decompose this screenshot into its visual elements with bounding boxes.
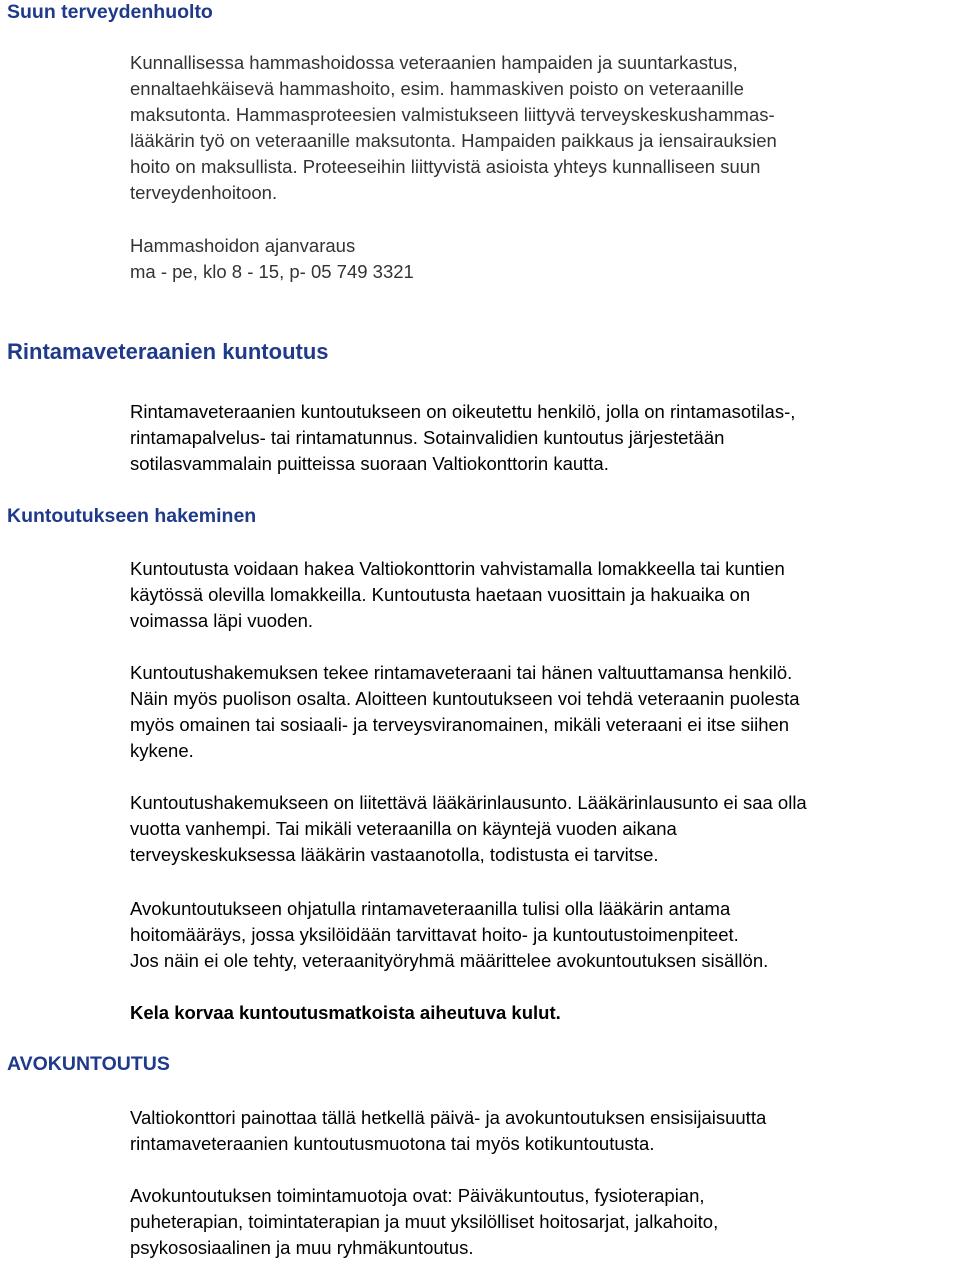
paragraph-dental-care: Kunnallisessa hammashoidossa veteraanien hampaiden ja suuntarkastus, ennaltaehkäisevä hammashoito, esim. hammaskiven poisto on veteraanille maksutonta. Hammasproteesien valmistukseen liittyvä terveyskeskushammas- lääkärin työ on veteraanille maksutonta. Hampaiden paikkaus ja iensairauksien hoito on maksullista. Proteeseihin liittyvistä asioista yhteys kunnalliseen suun terveydenhoitoon.: [130, 52, 777, 203]
paragraph-dental-appointment: Hammashoidon ajanvaraus ma - pe, klo 8 - 15, p- 05 749 3321: [130, 235, 414, 282]
paragraph-kela-travel-costs: Kela korvaa kuntoutusmatkoista aiheutuva kulut.: [130, 1002, 561, 1023]
paragraph-application-maker: Kuntoutushakemuksen tekee rintamaveteraani tai hänen valtuuttamansa henkilö. Näin myös puolison osalta. Aloitteen kuntoutukseen voi tehdä veteraanin puolesta myös omainen tai sosiaali- ja terveysviranomainen, mikäli veteraani ei itse siihen kykene.: [130, 662, 800, 761]
section-heading-rintamaveteraanien-kuntoutus: Rintamaveteraanien kuntoutus: [7, 339, 329, 364]
paragraph-treatment-order: Avokuntoutukseen ohjatulla rintamaveteraanilla tulisi olla lääkärin antama hoitomääräys, jossa yksilöidään tarvittavat hoito- ja kuntoutustoimenpiteet. Jos näin ei ole tehty, veteraanityöryhmä määrittelee avokuntoutuksen sisällön.: [130, 898, 769, 971]
paragraph-outpatient-priority: Valtiokonttori painottaa tällä hetkellä päivä- ja avokuntoutuksen ensisijaisuutta rintamaveteraanien kuntoutusmuotona tai myös kotikuntoutusta.: [130, 1107, 767, 1154]
paragraph-application-forms: Kuntoutusta voidaan hakea Valtiokonttorin vahvistamalla lomakkeella tai kuntien käytössä olevilla lomakkeilla. Kuntoutusta haetaan vuosittain ja hakuaika on voimassa läpi vuoden.: [130, 558, 785, 631]
paragraph-outpatient-forms: Avokuntoutuksen toimintamuotoja ovat: Päiväkuntoutus, fysioterapian, puheterapian, toimintaterapian ja muut yksilölliset hoitosarjat, jalkahoito, psykososiaalinen ja muu ryhmäkuntoutus.: [130, 1185, 719, 1258]
paragraph-rehabilitation-eligibility: Rintamaveteraanien kuntoutukseen on oikeutettu henkilö, jolla on rintamasotilas-, rintamapalvelus- tai rintamatunnus. Sotainvalidien kuntoutus järjestetään sotilasvammalain puitteissa suoraan Valtiokonttorin kautta.: [130, 401, 796, 474]
section-heading-suun-terveydenhuolto: Suun terveydenhuolto: [7, 1, 213, 23]
section-heading-avokuntoutus: AVOKUNTOUTUS: [7, 1053, 170, 1075]
paragraph-medical-statement: Kuntoutushakemukseen on liitettävä lääkärinlausunto. Lääkärinlausunto ei saa olla vuotta vanhempi. Tai mikäli veteraanilla on käyntejä vuoden aikana terveyskeskuksessa lääkärin vastaanotolla, todistusta ei tarvitse.: [130, 792, 807, 865]
section-heading-kuntoutukseen-hakeminen: Kuntoutukseen hakeminen: [7, 505, 257, 527]
